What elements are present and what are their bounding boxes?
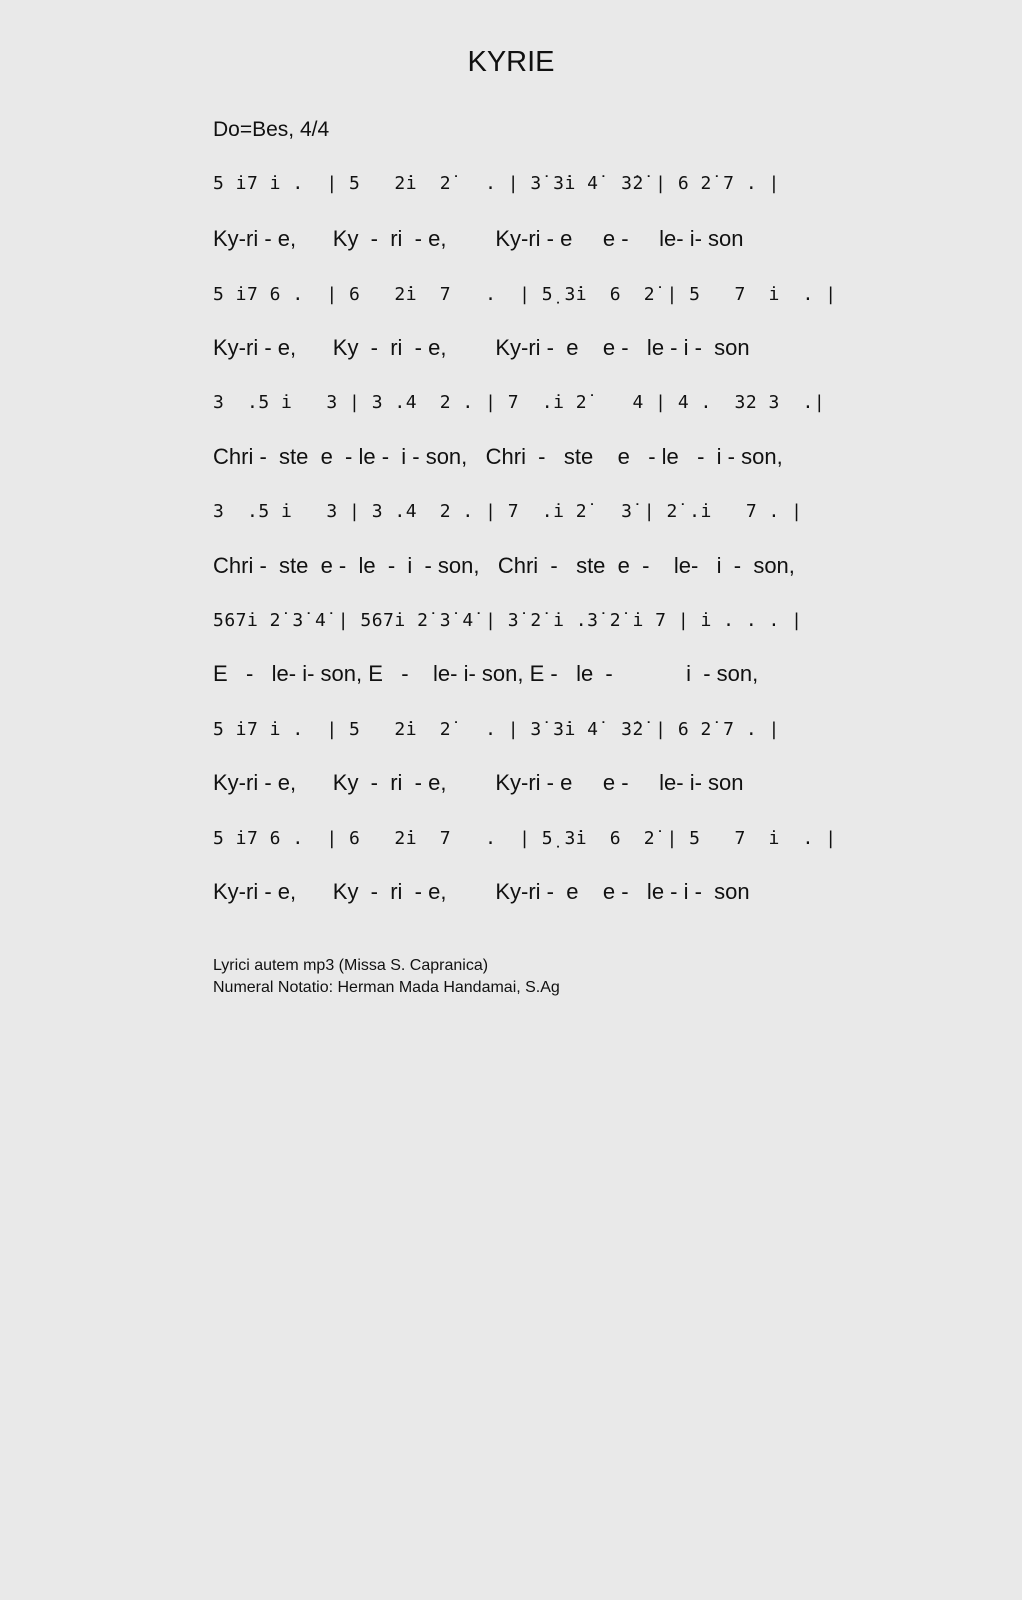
credit-line: Numeral Notatio: Herman Mada Handamai, S.Ag: [213, 979, 560, 996]
notation-line-6: 5 i̇7 i̇ . | 5 2̇i̇ 2̇ . | 3̇ 3̇i̇ 4̇ 3̇2̇ | 6 2̇ 7 . |: [213, 719, 780, 740]
page-title: KYRIE: [467, 46, 555, 78]
lyrics-line-1: Ky-ri - e, Ky - ri - e, Ky-ri - e e - le- i- son: [213, 226, 744, 251]
notation-line-1: 5 i̇7 i̇ . | 5 2̇i̇ 2̇ . | 3̇ 3̇i̇ 4̇ 3̇2̇ | 6 2̇ 7 . |: [213, 173, 780, 194]
notation-line-5: 567i̇ 2̇ 3̇ 4̇ | 567i̇ 2̇ 3̇ 4̇ | 3̇ 2̇ i̇ .3̇ 2̇ i̇ 7 | i̇ . . . |: [213, 610, 803, 631]
lyrics-line-5: E - le- i- son, E - le- i- son, E - le - i - son,: [213, 661, 759, 686]
notation-line-7: 5 i̇7 6 . | 6 2̇i̇ 7 . | 5̣ 3̇i̇ 6 2̇ | 5 7 i̇ . |: [213, 828, 837, 849]
notation-line-4: 3 .5 i̇ 3 | 3 .4 2 . | 7 .i̇ 2̇ 3̇ | 2̇ .i̇ 7 . |: [213, 501, 803, 522]
notation-line-2: 5 i̇7 6 . | 6 2̇i̇ 7 . | 5̣ 3̇i̇ 6 2̇ | 5 7 i̇ . |: [213, 284, 837, 305]
lyrics-line-2: Ky-ri - e, Ky - ri - e, Ky-ri - e e - le - i - son: [213, 335, 750, 360]
lyrics-line-3: Chri - ste e - le - i - son, Chri - ste e - le - i - son,: [213, 444, 783, 469]
credits: [213, 955, 560, 999]
lyrics-line-7: Ky-ri - e, Ky - ri - e, Ky-ri - e e - le - i - son: [213, 879, 750, 904]
lyrics-line-6: Ky-ri - e, Ky - ri - e, Ky-ri - e e - le- i- son: [213, 770, 744, 795]
notation-line-3: 3 .5 i̇ 3 | 3 .4 2 . | 7 .i̇ 2̇ 4 | 4 . 32 3 .|: [213, 392, 826, 413]
lyrics-line-4: Chri - ste e - le - i - son, Chri - ste e - le- i - son,: [213, 553, 795, 578]
key-signature: Do=Bes, 4/4: [213, 118, 330, 141]
credit-line: Lyrici autem mp3 (Missa S. Capranica): [213, 957, 489, 974]
